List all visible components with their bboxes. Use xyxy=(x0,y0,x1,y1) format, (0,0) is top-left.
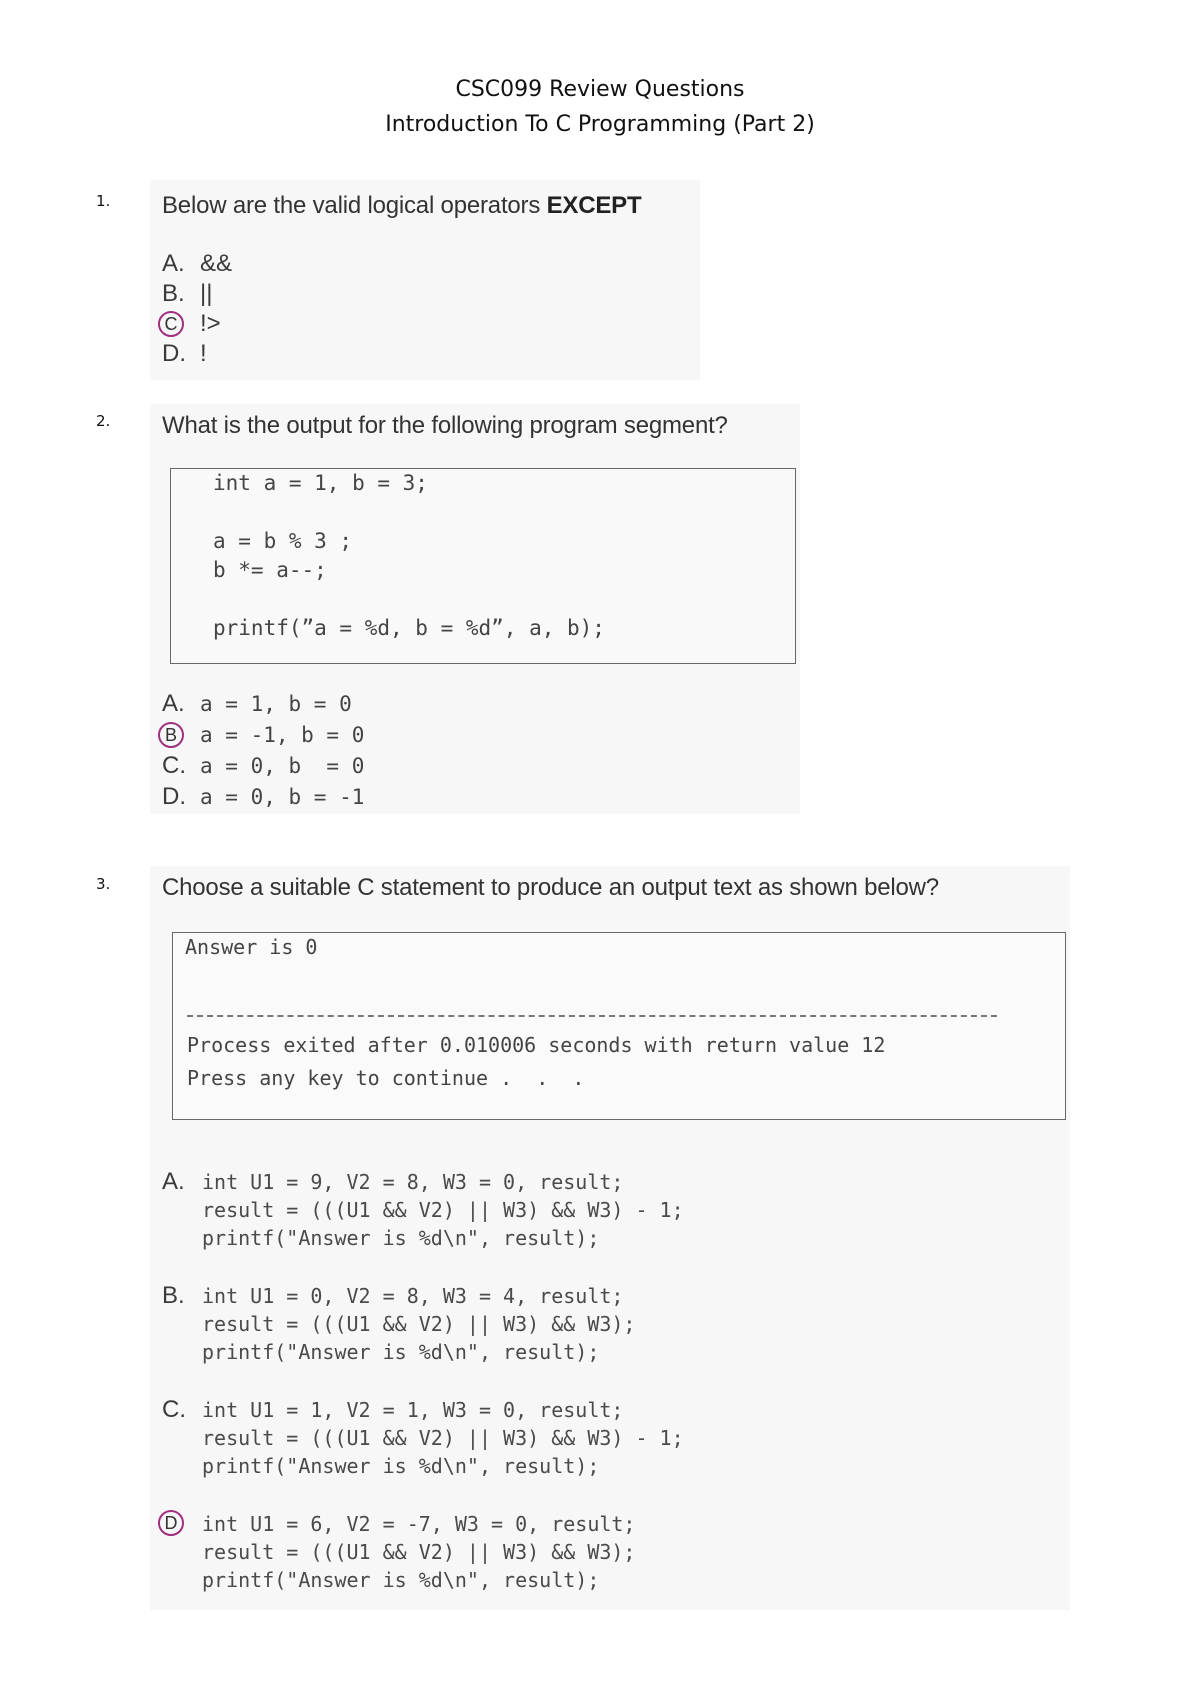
q2-code-box xyxy=(170,468,796,664)
question-2-block xyxy=(150,404,800,814)
q3-option-b-line-2: result = (((U1 && V2) || W3) && W3); xyxy=(202,1312,636,1336)
q3-option-d-line-2: result = (((U1 && V2) || W3) && W3); xyxy=(202,1540,636,1564)
console-divider xyxy=(187,1015,997,1017)
question-1-stem-emphasis: EXCEPT xyxy=(546,192,642,219)
q2-option-d: D. a = 0, b = -1 xyxy=(162,783,365,810)
question-2-stem: What is the output for the following program segment? xyxy=(162,412,728,439)
q1-option-c: !> xyxy=(200,310,221,337)
q3-option-a-line-3: printf("Answer is %d\n", result); xyxy=(202,1226,600,1250)
q2-code-line-2: a = b % 3 ; xyxy=(213,529,353,553)
q3-option-c-line-2: result = (((U1 && V2) || W3) && W3) - 1; xyxy=(202,1426,684,1450)
q1-option-d: D. ! xyxy=(162,340,207,367)
q2-answer-circle: B xyxy=(158,722,184,748)
q2-code-line-4: printf(”a = %d, b = %d”, a, b); xyxy=(213,616,605,640)
question-number-1: 1. xyxy=(96,192,111,210)
page-subtitle: Introduction To C Programming (Part 2) xyxy=(385,112,815,137)
question-1-stem: Below are the valid logical operators EXCEPT xyxy=(162,192,642,219)
q3-console-output xyxy=(172,932,1066,1120)
q2-option-b: a = -1, b = 0 xyxy=(200,723,365,747)
q3-option-a-line-2: result = (((U1 && V2) || W3) && W3) - 1; xyxy=(202,1198,684,1222)
q3-option-d-line-3: printf("Answer is %d\n", result); xyxy=(202,1568,600,1592)
console-line-2: Process exited after 0.010006 seconds with return value 12 xyxy=(187,1033,886,1057)
q2-code-line-3: b *= a--; xyxy=(213,558,327,582)
console-line-3: Press any key to continue . . . xyxy=(187,1066,585,1090)
question-number-2: 2. xyxy=(96,412,111,430)
q3-answer-circle: D xyxy=(158,1510,184,1536)
q3-option-a-line-1: int U1 = 9, V2 = 8, W3 = 0, result; xyxy=(202,1170,624,1194)
q2-code-line-1: int a = 1, b = 3; xyxy=(213,471,428,495)
q3-option-c-letter: C. xyxy=(162,1396,186,1423)
q3-option-c-line-3: printf("Answer is %d\n", result); xyxy=(202,1454,600,1478)
question-1-block xyxy=(150,180,700,380)
q1-option-a: A. && xyxy=(162,250,233,277)
q1-option-b: B. || xyxy=(162,280,213,307)
q2-option-c: C. a = 0, b = 0 xyxy=(162,752,365,779)
q3-option-b-letter: B. xyxy=(162,1282,185,1309)
q3-option-a-letter: A. xyxy=(162,1168,185,1195)
page-title: CSC099 Review Questions xyxy=(455,77,745,102)
question-3-stem: Choose a suitable C statement to produce an output text as shown below? xyxy=(162,874,939,901)
question-number-3: 3. xyxy=(96,875,111,893)
console-line-1: Answer is 0 xyxy=(185,935,318,959)
q3-option-d-line-1: int U1 = 6, V2 = -7, W3 = 0, result; xyxy=(202,1512,636,1536)
q3-option-c-line-1: int U1 = 1, V2 = 1, W3 = 0, result; xyxy=(202,1398,624,1422)
q1-answer-circle: C xyxy=(158,311,184,337)
q3-option-b-line-1: int U1 = 0, V2 = 8, W3 = 4, result; xyxy=(202,1284,624,1308)
question-3-block xyxy=(150,866,1070,1610)
q3-option-b-line-3: printf("Answer is %d\n", result); xyxy=(202,1340,600,1364)
q2-option-a: A. a = 1, b = 0 xyxy=(162,690,352,717)
